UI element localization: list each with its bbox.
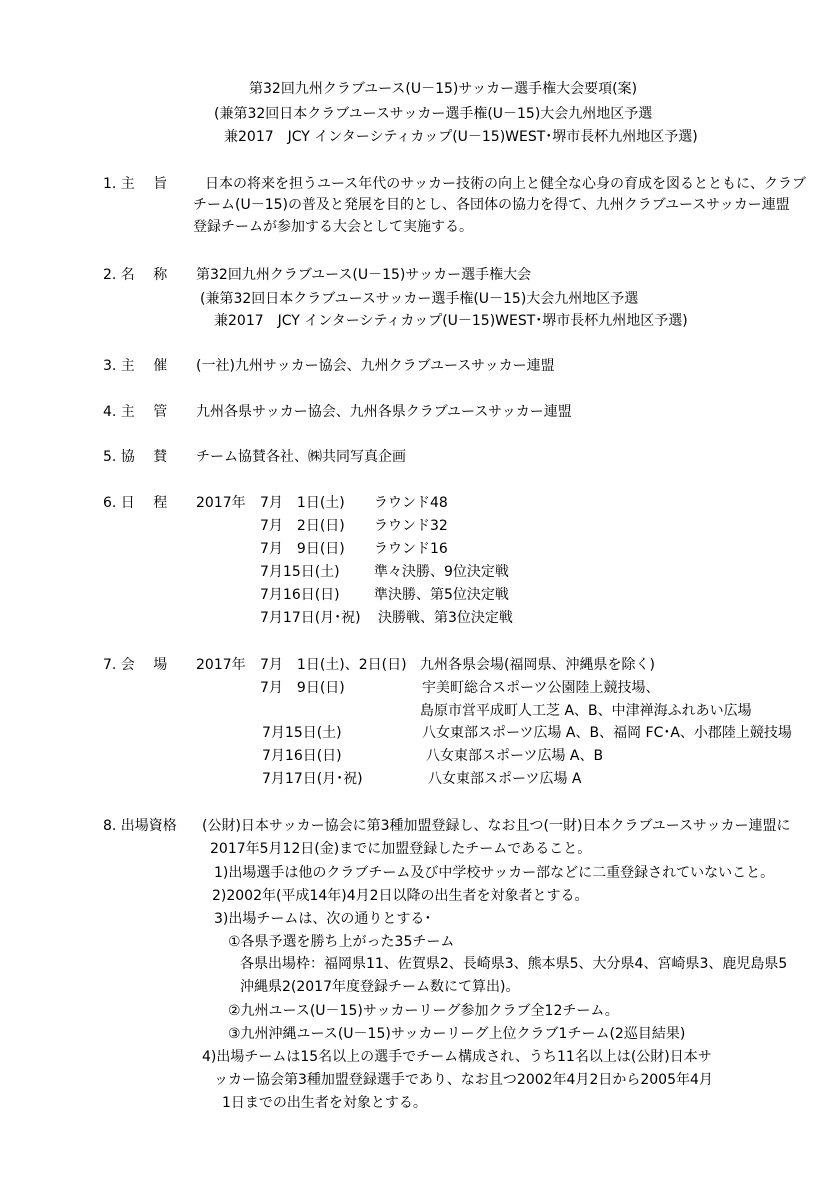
section-4-text: 九州各県サッカー協会、九州各県クラブユースサッカー連盟 [196,404,572,420]
venue-date: 7月 9日(日) [260,680,345,696]
venue-year: 2017年 [196,657,246,673]
section-2-label: 2. 名 称 [103,267,168,283]
section-8-line-2: 2017年5月12日(金)までに加盟登録したチームであること。 [210,841,592,857]
venue-name: 九州各県会場(福岡県、沖縄県を除く) [420,657,655,673]
section-8-label: 8. 出場資格 [103,818,177,834]
schedule-year: 2017年 [196,495,246,511]
section-1-line-2: チーム(U－15)の普及と発展を目的とし、各団体の協力を得て、九州クラブユースサッカー連盟 [193,197,790,213]
section-4-label: 4. 主 管 [103,404,168,420]
venue-name: 八女東部スポーツ広場 A、B [426,748,604,764]
eligibility-item-4: 4)出場チームは15名以上の選手でチーム構成され、うち11名以上は(公財)日本サ [202,1049,712,1065]
schedule-event: 決勝戦、第3位決定戦 [378,610,513,626]
section-3-text: (一社)九州サッカー協会、九州クラブユースサッカー連盟 [196,358,555,374]
eligibility-item-2: 2)2002年(平成14年)4月2日以降の出生者を対象者とする。 [212,888,589,904]
section-8-line-1: (公財)日本サッカー協会に第3種加盟登録し、なお且つ(一財)日本クラブユースサッカー連盟に [202,818,791,834]
schedule-event: 準決勝、第5位決定戦 [374,587,509,603]
venue-date: 7月16日(日) [262,748,342,764]
schedule-date: 7月15日(土) [260,564,340,580]
section-5-text: チーム協賛各社、㈱共同写真企画 [196,449,406,465]
venue-name: 島原市営平成町人工芝 A、B、中津禅海ふれあい広場 [420,703,752,719]
doc-title: 第32回九州クラブユース(U－15)サッカー選手権大会要項(案) [249,81,638,97]
eligibility-item-4-line-2: ッカー協会第3種加盟登録選手であり、なお且つ2002年4月2日から2005年4月 [214,1072,713,1088]
eligibility-sub-1-detail-2: 沖縄県2(2017年度登録チーム数にて算出)。 [240,979,520,995]
section-2-line-1: 第32回九州クラブユース(U－15)サッカー選手権大会 [196,267,532,283]
section-5-label: 5. 協 賛 [103,449,168,465]
eligibility-sub-1-detail-1: 各県出場枠：福岡県11、佐賀県2、長崎県3、熊本県5、大分県4、宮崎県3、鹿児島県5 [240,956,788,972]
doc-subtitle-1: (兼第32回日本クラブユースサッカー選手権(U－15)大会九州地区予選 [214,106,653,122]
eligibility-item-4-line-3: 1日までの出生者を対象とする。 [222,1095,427,1111]
section-3-label: 3. 主 催 [103,358,168,374]
schedule-event: ラウンド48 [374,495,448,511]
venue-name: 宇美町総合スポーツ公園陸上競技場、 [422,680,660,696]
doc-subtitle-2: 兼2017 JCY インターシティカップ(U－15)WEST･堺市長杯九州地区予選) [224,129,698,145]
eligibility-item-3: 3)出場チームは、次の通りとする･ [214,911,432,927]
schedule-date: 7月16日(日) [260,587,340,603]
schedule-event: ラウンド32 [374,518,448,534]
section-2-line-3: 兼2017 JCY インターシティカップ(U－15)WEST･堺市長杯九州地区予選) [214,313,688,329]
section-6-label: 6. 日 程 [103,495,168,511]
schedule-date: 7月 2日(日) [260,518,345,534]
section-2-line-2: (兼第32回日本クラブユースサッカー選手権(U－15)大会九州地区予選 [200,291,639,307]
eligibility-sub-2: ②九州ユース(U－15)サッカーリーグ参加クラブ全12チーム。 [228,1003,619,1019]
venue-name: 八女東部スポーツ広場 A、B、福岡 FC･A、小郡陸上競技場 [422,725,792,741]
venue-date: 7月17日(月･祝) [262,771,363,787]
eligibility-item-1: 1)出場選手は他のクラブチーム及び中学校サッカー部などに二重登録されていないこと。 [214,865,775,881]
venue-date: 7月 1日(土)、2日(日) [260,657,407,673]
schedule-date: 7月 1日(土) [260,495,345,511]
schedule-event: ラウンド16 [374,541,448,557]
venue-name: 八女東部スポーツ広場 A [428,771,582,787]
section-1-line-1: 日本の将来を担うユース年代のサッカー技術の向上と健全な心身の育成を図るとともに、クラブ [205,176,807,192]
schedule-date: 7月17日(月･祝) [260,610,361,626]
schedule-date: 7月 9日(日) [260,541,345,557]
section-1-line-3: 登録チームが参加する大会として実施する。 [193,219,473,235]
eligibility-sub-3: ③九州沖縄ユース(U－15)サッカーリーグ上位クラブ1チーム(2巡目結果) [228,1026,686,1042]
schedule-event: 準々決勝、9位決定戦 [374,564,509,580]
eligibility-sub-1: ①各県予選を勝ち上がった35チーム [228,934,455,950]
section-1-label: 1. 主 旨 [103,176,168,192]
venue-date: 7月15日(土) [262,725,342,741]
section-7-label: 7. 会 場 [103,657,168,673]
